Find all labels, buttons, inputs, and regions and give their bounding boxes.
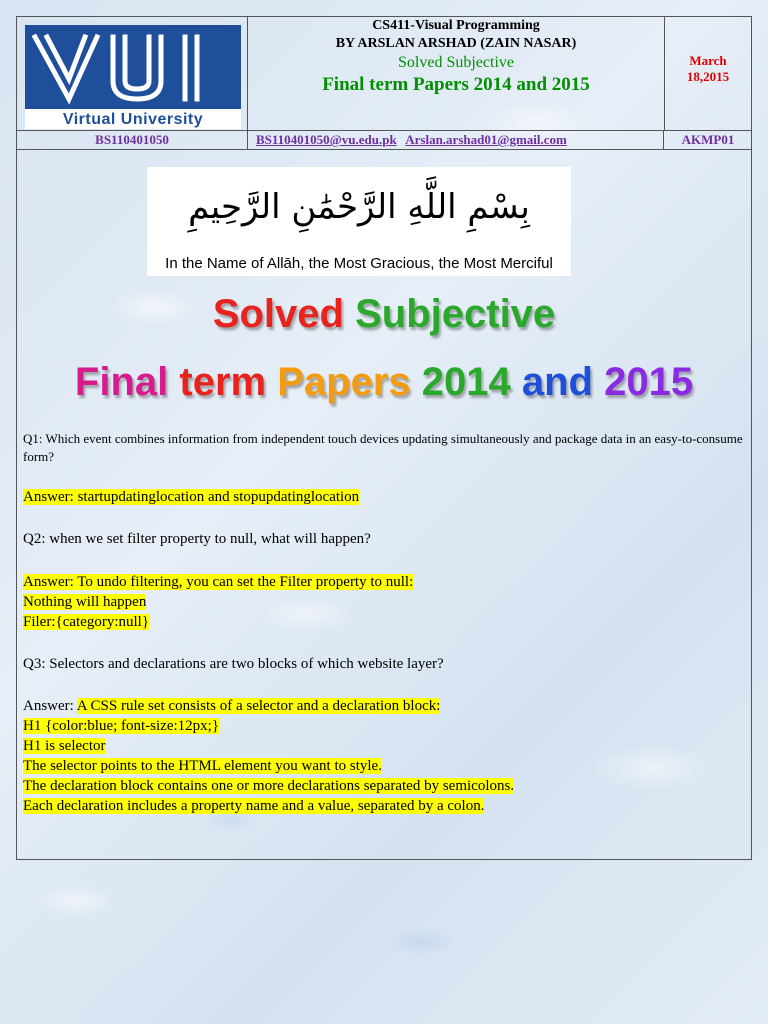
author-line: BY ARSLAN ARSHAD (ZAIN NASAR) [335,36,577,51]
banner-word: term [179,360,267,404]
email-link-gmail[interactable]: Arslan.arshad01@gmail.com [405,132,567,147]
papers-title: Final term Papers 2014 and 2015 [322,74,590,95]
info-row [17,131,751,150]
logo-cell [17,17,248,130]
answer-3-line: Each declaration includes a property name and a value, separated by a colon. [23,798,485,814]
banner-line-2 [0,360,768,405]
answer-3-line: The declaration block contains one or more declarations separated by semicolons. [23,778,515,794]
banner-word: and [521,360,593,404]
email-cell [248,131,664,149]
course-title: CS411-Visual Programming [372,18,540,33]
answer-3 [23,696,743,816]
answer-3-label: Answer: [23,698,74,714]
vu-logo-mark [25,25,241,109]
banner-word: Solved [212,292,344,336]
vu-logo [25,25,241,129]
answer-3-line: The selector points to the HTML element you want to style. [23,758,382,774]
date-month: March [689,53,727,68]
answer-2 [23,572,743,632]
banner-word: 2014 [421,360,511,404]
title-cell [248,17,665,130]
date-day-year: 18,2015 [686,69,730,84]
banner-word: 2015 [604,360,694,404]
answer-3-line: H1 {color:blue; font-size:12px;} [23,718,220,734]
banner-line-1 [0,292,768,337]
header [17,17,751,131]
bismillah-english: In the Name of Allāh, the Most Gracious, the Most Merciful [165,255,553,272]
bismillah-image [147,167,571,276]
bismillah-arabic: بِسْمِ اللَّهِ الرَّحْمَٰنِ الرَّحِيمِ [188,187,530,227]
doc-code: AKMP01 [681,132,735,147]
question-1: Q1: Which event combines information from independent touch devices updating simultaneously and package data in an easy-to-consume form? [23,431,743,464]
answer-2-line: Answer: To undo filtering, you can set the Filter property to null: [23,574,414,590]
answer-3-line: H1 is selector [23,738,106,754]
logo-text: Virtual University [62,111,204,128]
answer-3-line: A CSS rule set consists of a selector and a declaration block: [76,698,441,714]
date-text [665,53,751,85]
answer-2-line: Filer:{category:null} [23,614,150,630]
answer-1-text: Answer: startupdatinglocation and stopupdatinglocation [23,489,360,505]
question-3: Q3: Selectors and declarations are two blocks of which website layer? [23,656,444,672]
question-2: Q2: when we set filter property to null, what will happen? [23,531,371,547]
email-link-vu[interactable]: BS110401050@vu.edu.pk [256,132,397,147]
banner-word: Final [74,360,169,404]
subtitle: Solved Subjective [398,54,514,71]
answer-2-line: Nothing will happen [23,594,147,610]
banner-word: Subjective [355,292,556,336]
answer-1 [23,487,743,507]
date-cell [665,17,751,130]
student-id: BS110401050 [17,131,248,149]
banner-word: Papers [277,360,411,404]
